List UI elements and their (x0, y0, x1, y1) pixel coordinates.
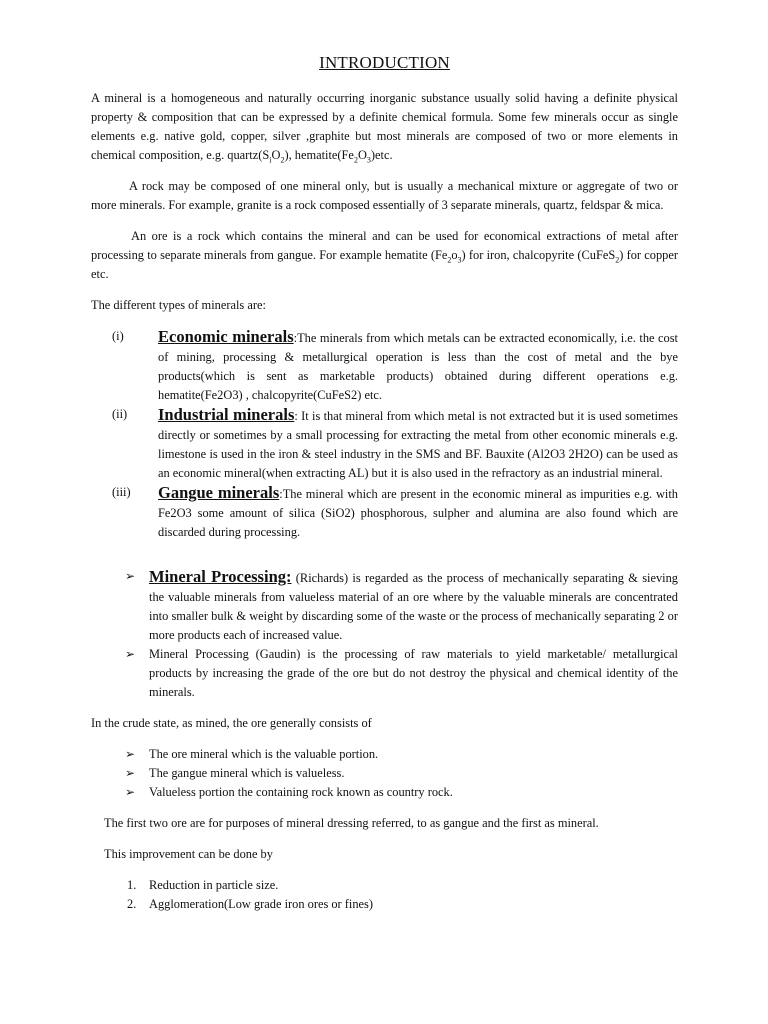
term-text: :The minerals from which metals can be extracted economically, i.e. the cost of mining, processing & metallurgical operation is less than the cost of metal and the bye products(which is sent as marketable products) obtained during different operations e.g. hematite(Fe2O3) , chalcopyrite(CuFeS2) etc. (158, 331, 678, 402)
list-item: 1. Reduction in particle size. (127, 878, 279, 892)
page-title: INTRODUCTION (319, 53, 450, 72)
term-text: Mineral Processing (Gaudin) is the processing of raw materials to yield marketable/ metallurgical products by increasing the grade of the ore but do not destroy the physical and chemical identity of the minerals. (149, 647, 678, 699)
term-heading: Gangue minerals (158, 483, 280, 502)
term-heading: Economic minerals (158, 327, 294, 346)
arrow-bullet-icon: ➢ (125, 785, 136, 799)
arrow-bullet-icon: ➢ (125, 647, 136, 661)
list-item-economic (91, 327, 678, 405)
list-item: 2. Agglomeration(Low grade iron ores or fines) (127, 897, 373, 911)
crude-list (91, 745, 678, 802)
list-number: (iii) (112, 485, 131, 499)
paragraph-rock-definition: A rock may be composed of one mineral only, but is usually a mechanical mixture or aggregate of two or more minerals. For example, granite is a rock composed essentially of 3 separate minerals, quartz, feldspar & mica. (91, 179, 678, 212)
list-number: (ii) (112, 407, 128, 421)
mineral-types-list (91, 327, 678, 542)
paragraph-mineral-definition: A mineral is a homogeneous and naturally occurring inorganic substance usually solid having a definite physical property & composition that can be expressed by a definite chemical formula. Some few minerals occur as single elements e.g. native gold, copper, silver ,graphite but most minerals are composed of two or more elements in chemical composition, e.g. $quartz(S_iO_2)$, $hematite(Fe_2O_3)etc$. (91, 91, 678, 165)
list-item-processing-gaudin (91, 645, 678, 702)
list-item-gangue (91, 483, 678, 542)
arrow-bullet-icon: ➢ (125, 747, 136, 761)
list-item: ➢ The gangue mineral which is valueless. (91, 764, 678, 783)
arrow-bullet-icon: ➢ (125, 766, 136, 780)
term-text: :The mineral which are present in the economic mineral as impurities e.g. with Fe2O3 some amount of silica (SiO2) phosphorous, sulpher and alumina are also found which are discarded during processing. (158, 487, 678, 539)
arrow-bullet-icon: ➢ (125, 569, 136, 583)
list-item-processing-richards (91, 567, 678, 645)
list-item: ➢ The ore mineral which is the valuable portion. (91, 745, 678, 764)
processing-list (91, 567, 678, 702)
term-text: (Richards) is regarded as the process of mechanically separating & sieving the valuable minerals from valueless material of an ore where by the valuable minerals are concentrated into smaller bulk & weight by discarding some of the waste or the process of mechanically separating 2 or more products each of increased value. (149, 571, 679, 642)
term-heading: Industrial minerals (158, 405, 295, 424)
paragraph-ore-definition: An ore is a rock which contains the mineral and can be used for economical extractions of metal after processing to separate minerals from gangue. For example hematite $(Fe_2o_3)$ for iron, chalcopyrite (CuFeS$_2$) for copper etc. (91, 229, 678, 281)
term-text: : It is that mineral from which metal is not extracted but it is used sometimes directly or sometimes by a small processing for extracting the metal from other economic minerals e.g. limestone is used in the iron & steel industry in the SMS and BF. Bauxite (Al2O3 2H2O) can be used as an economic mineral(when extracting AL) but it is also used in the refractory as an industrial mineral. (158, 409, 678, 480)
list-number: (i) (112, 329, 124, 343)
paragraph-improvement: This improvement can be done by (104, 847, 273, 861)
steps-list (91, 876, 678, 914)
paragraph-first-two: The first two ore are for purposes of mineral dressing referred, to as gangue and the first as mineral. (104, 816, 599, 830)
term-heading: Mineral Processing: (149, 567, 292, 586)
paragraph-crude-intro: In the crude state, as mined, the ore generally consists of (91, 716, 372, 730)
document-page (91, 52, 678, 914)
paragraph-types-intro: The different types of minerals are: (91, 298, 266, 312)
list-item-industrial (91, 405, 678, 483)
list-item: ➢ Valueless portion the containing rock known as country rock. (91, 783, 678, 802)
